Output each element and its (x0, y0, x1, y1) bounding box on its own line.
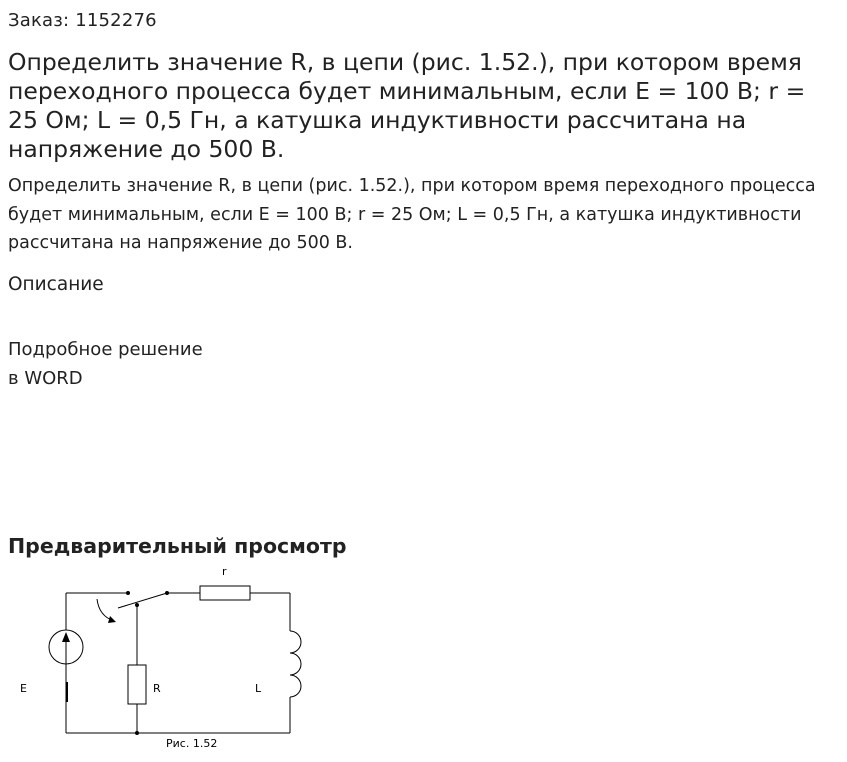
label-E: E (20, 682, 27, 695)
circuit-diagram (0, 560, 330, 760)
description-heading: Описание (8, 274, 104, 295)
inductor-L (290, 631, 301, 697)
solution-note (8, 335, 203, 393)
preview-heading: Предварительный просмотр (8, 534, 347, 558)
circuit-figure (0, 560, 330, 760)
resistor-r (200, 586, 250, 600)
solution-line-2: в WORD (8, 368, 83, 389)
node-r-top (135, 603, 139, 607)
label-r-small: r (222, 565, 227, 578)
source-e-arrow-head (62, 632, 70, 642)
switch-contact-left (126, 591, 130, 595)
resistor-R (128, 665, 146, 704)
switch-arrow-head (108, 616, 116, 623)
order-number: Заказ: 1152276 (8, 10, 157, 31)
problem-title: Определить значение R, в цепи (рис. 1.52.), при котором время переходного процесса будет минимальным, если E = 100 B; r = 25 Ом; L = 0,5 Гн, а катушка индуктивности рассчитана на напряжение до 500 В. (8, 48, 806, 163)
solution-line-1: Подробное решение (8, 339, 203, 360)
switch-contact-right (165, 591, 169, 595)
label-L: L (255, 682, 262, 695)
switch-blade (118, 593, 167, 608)
node-bottom (135, 731, 139, 735)
problem-text: Определить значение R, в цепи (рис. 1.52.), при котором время переходного процесса будет минимальным, если E = 100 B; r = 25 Ом; L = 0,5 Гн, а катушка индуктивности рассчитана на напряжение до 500 В. (8, 176, 816, 253)
figure-caption: Рис. 1.52 (166, 737, 218, 750)
label-R: R (153, 682, 161, 695)
